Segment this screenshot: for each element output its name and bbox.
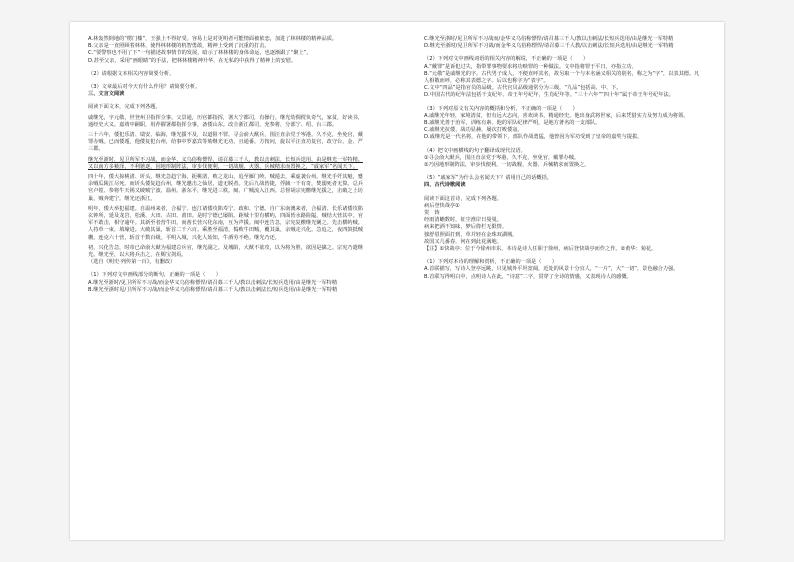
question-6: （1）下列对本诗的理解和赏析，不正确的一项是（ ） — [424, 259, 557, 266]
question-2: （2）下列对文中画线词语的相关内容的解说，不正确的一项是（ ） — [424, 56, 589, 63]
section-heading: 四、古代诗歌阅读 — [424, 182, 466, 189]
section-heading: 三、文言文阅读 — [88, 91, 125, 98]
passage-paragraph: 戚继光，字元敬，世登州卫指挥佥事。父景通，历官都指挥，署大宁都司，有操行。继光幼倜傥负奇气，家贫，好读书，通经史大义。嘉靖中嗣职，用荐擢署都指挥佥事，备倭山东。改佥浙江都司，充参将，分部宁、绍、台三郡。 — [88, 114, 363, 128]
poem-line: 独舒眉照面打到，草并轻在金珠双湖城。 — [424, 231, 518, 238]
question-1: （1）下列对文中画线部分的断句，正确的一项是（ ） — [88, 272, 221, 279]
document-page — [70, 22, 724, 540]
option-a: A.戚继光年轻，家境清贫，但有远大志向，喜欢读书，精通经史。他出身武将世家，后来凭借实力及努力成为将领。 — [424, 112, 689, 119]
option-a: A.“戴罪”是诉犯过失，指带罪事物要求将功赎罪的一种做法。文中指将罪于平日，亦指立功。 — [424, 63, 637, 70]
option-d: D.甚至父亲，采用“画眼睛”的手法，把林林楼精神升华，在无私的中获得了精神上的安慰。 — [88, 57, 297, 64]
right-column — [424, 36, 704, 281]
option-a: A.继光至浙时/见卫所军不习战/而金华义乌俗称慓悍/请召募三千人/教以击刺法/长短兵迭用/由是继光一军特精 — [88, 279, 338, 286]
option-b: B.继光至浙时见/卫所军不习战/而金华义乌俗称慓悍/请召募三千人/教以击刺法长/短兵迭用/由是继光一军特精 — [88, 286, 338, 293]
instruction: 阅读下面这首诗，完成下列各题。 — [424, 195, 502, 202]
poem-line: 经雨清蟾数时，征尘淮岸日曼曼。 — [424, 217, 502, 224]
option-d: D.继光至浙时/见卫所军不习战/而金华义乌俗称慓悍/请召募三千人教/以击刺法/长短兵迭用/由是继光一军特精 — [424, 43, 674, 50]
poem-note: 【注】①快哉亭：位于今徐州市东，本诗是诗人任职于徐州，病后登快哉亭而作之作。②黄华：菊花。 — [424, 246, 657, 253]
option-b: B.戚继光善于治军，训练有素。他的军队纪律严明，是地方著名的一支部队。 — [424, 120, 601, 127]
option-b: B.父亲是一直照顾着林林，使得林林楼的机智勇敢，精神上受到了沉重的打击。 — [88, 43, 270, 50]
translation-item: ②乃因地形制阵法，审步伐便利，一切战舰、火器、兵械精求而置换之。 — [424, 162, 590, 169]
poem-author: 贺 铸 — [424, 210, 440, 217]
passage-paragraph: 初，兴化告急，时帝已命俞大猷为福建总兵官，继光副之。及城陷，大猷不欲攻，以为将为胜，欲因是擒之。宗宪乃遣继光。继光至，以大将兵击之，在赐宝剑焉。 — [88, 244, 363, 259]
option-b: B.“元敬”是戚继光的字。古代男子成人，不便直呼其名，故另取一个与本名涵义相关的别名，称之为“字”，以表其德。凡人相敬而呼，必称其表德之字。后以也称字为“表字”。 — [424, 70, 700, 85]
question-4: （4）把文中画横线的句子翻译成现代汉语。 — [424, 147, 526, 154]
question-5: （5）“戚家军”为什么会名闻天下？请用自己的话概括。 — [424, 175, 552, 182]
question-3: （3）下列对原文有关内容的概括和分析，不正确的一项是（ ） — [424, 105, 578, 112]
option-d: D.戚继光是一代名将，在他的带领下，部队作战勇猛，他曾因为军功受到了皇帝的嘉奖与提拔。 — [424, 134, 643, 141]
question-3: （3）文章最后对今天有什么作用？请简要分析。 — [88, 84, 201, 91]
poem-title: 病后登快哉亭① — [424, 202, 460, 209]
passage-paragraph: 明年，倭大举犯福建。自温州来者，合福宁、连江诸倭攻陷寿宁、政和、宁德。自广东南澳来者，合福清、长乐诸倭攻陷玄钟所，延及龙岩、松溪、大田、古田、莆田。是时宁德已屡陷。距城十里有横屿，四面皆水路险隘，贼结大营其中。官军不敢击，相守逾年。其新至者营牛田，而酋长营兴化东南，互为声援。闽中连告急，宗宪复檄继光剿之。先击横屿贼。人持草一束，填壕进。大破其巢，斩首二千六百。乘胜至福清，捣败牛田贼，覆其巢，余贼走兴化。急追之，夜四鼓抵贼栅。连克六十营，斩首千数百级。平明入城，兴化人始知，牛酒劳不绝。继光乃还。 — [88, 205, 363, 241]
option-b: B.首联写得明白中，点明诗人在此，“诗意”二字，贯穿了全诗的情感，又表现诗人的感慨。 — [424, 273, 632, 280]
translation-item: ①寻会俞大猷兵，围汪直余党于岑港。久不克，坐免官，戴罪办贼。 — [424, 154, 580, 161]
option-c: C.戚继光抗倭，战功显赫，屡次打败倭寇。 — [424, 127, 523, 134]
left-column — [88, 36, 368, 294]
passage-paragraph: 三十六年，倭犯乐清、瑞安、临海，继光援不及，以道阻不罪。寻会俞大猷兵，围汪直余党于岑港。久不克，坐免官，戴罪办贼。已而倭遁，他倭复犯台州，给事中罗嘉宾等劾继光无功，且通番。方按问，旋以平汪直功复官，改守台、金、严三郡。 — [88, 132, 363, 153]
option-c: C.“要警察也不用了下”一句描述故事情节的发展，暗示了林林楼的身体命运，也逐渐跟了“聚上”。 — [88, 50, 312, 57]
option-a: A.林轰然倒地的“楞门槛”，王强上不得好受。容易上是对更明者可能情面被依恋，加进了林林楼的精神品质。 — [88, 36, 338, 42]
poem-line: 病来把酒不知味，梦后倚栏无限情。 — [424, 224, 508, 231]
instruction: 阅读下面文本，完成下列各题。 — [88, 104, 161, 111]
passage-paragraph: 四十年，倭大掠桃渚、圻头，继光急趋宁海，扼桃渚，败之龙山，追至雁门岭。贼遁去，乘虚袭台州。继光手歼其魁，蹙余贼瓜陵江尽死。而圻头倭复趋台州，继光邀击之仙居，道无脱者。先后九战皆捷，俘馘一千有奇，焚溺死者无算。总兵官卢镗、参将牛天锡又破贼宁波、温州。浙东平，继光进三秩。闽、广贼流入江西。总督胡宗宪檄继光援之，击破之上坊巢，贼奔建宁。继光还浙江。 — [88, 174, 363, 202]
option-a: A.首联描写，写诗人登亭远眺，只见城外平坦宽阔，近处的风景十分宜人，“一片”，大“一切”，景色融合力强。 — [424, 266, 679, 273]
passage-source: （选自《明史·列传第一百》，有删改） — [88, 259, 176, 266]
option-c: C.文中“四品”是指官员的品级。古代官员品级通常分为三级，“九品”包括高、中、下。 — [424, 85, 622, 92]
option-d: D.中国古代的纪年法包括干支纪年、帝王年号纪年，生肖纪年等。“三十六年”“四十年”属于帝王年号纪年法。 — [424, 92, 674, 99]
poem-line: 故国又几番春，何在到此花满地。 — [424, 238, 502, 245]
question-2: （2）请根据文本相关内容简要分析。 — [88, 70, 175, 77]
option-c: C.继光至浙时/见卫所军不习战而/金华义乌俗称慓悍/请召募三千人/教以击刺法/长短兵迭用/由是继光一军特精 — [424, 36, 674, 42]
passage-paragraph-underlined: 继光至浙时，见卫所军不习战，而金华、义乌俗称慓悍，请召募三千人，教以击刺法，长短兵迭用，由是继光一军特精。又以南方多薮泽，不利驰逐，因地形制阵法，审步伐便利，一切战舰、火器、兵械精求而置换之，“戚家军”名闻天下。 — [88, 156, 363, 170]
